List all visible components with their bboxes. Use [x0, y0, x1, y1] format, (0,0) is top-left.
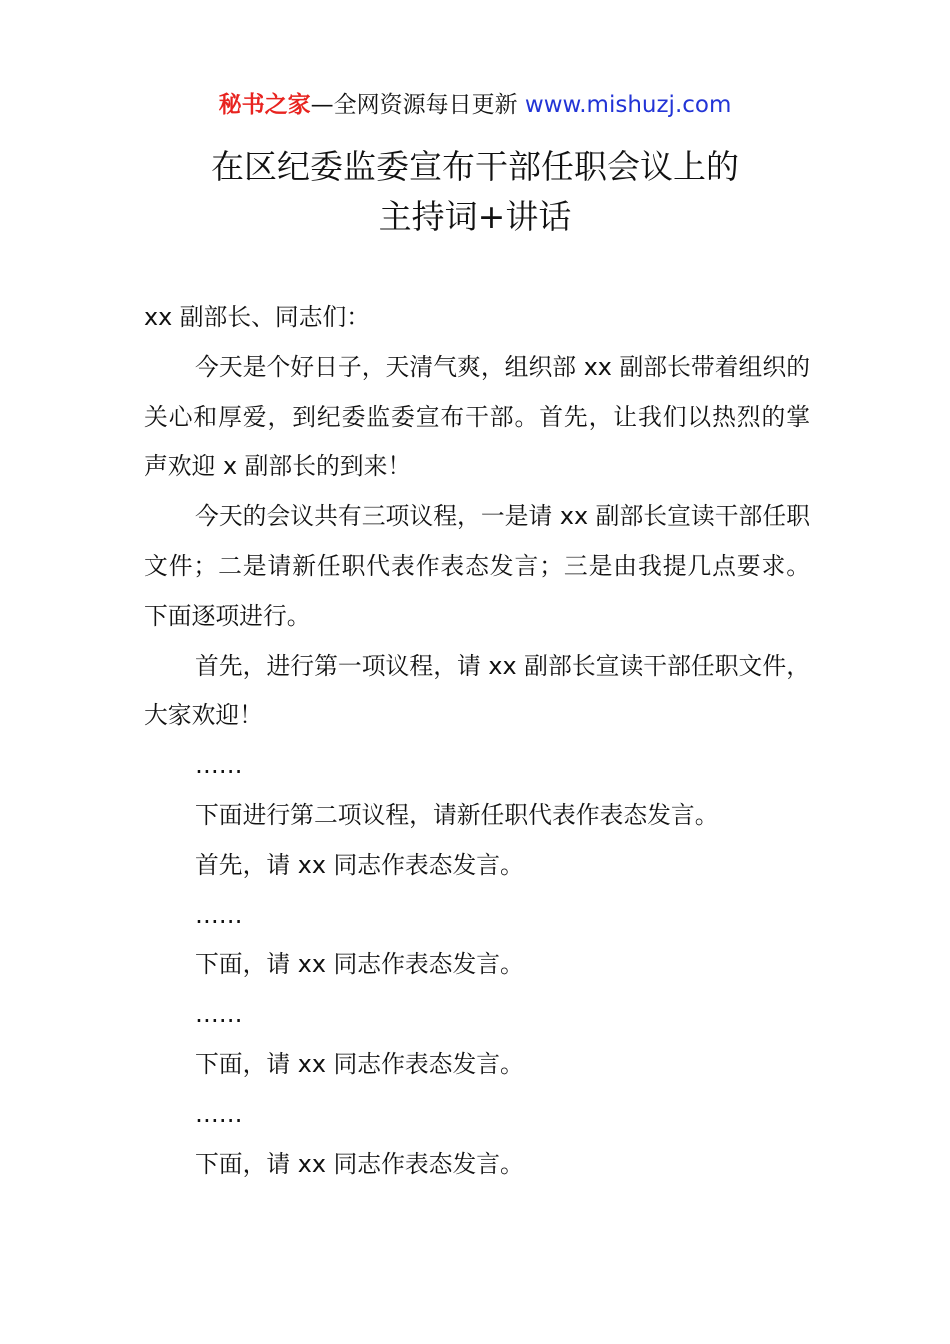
document-body: [144, 293, 810, 1189]
paragraph: 下面进行第二项议程，请新任职代表作表态发言。: [195, 800, 719, 829]
salutation: xx 副部长、同志们：: [144, 303, 371, 331]
ellipsis-line: ……: [195, 751, 243, 780]
paragraph: 首先，请 xx 同志作表态发言。: [195, 850, 524, 879]
paragraph: 下面，请 xx 同志作表态发言。: [195, 1049, 524, 1078]
ellipsis-line: ……: [195, 1000, 243, 1029]
paragraph: 下面，请 xx 同志作表态发言。: [195, 1149, 524, 1178]
document-title: [0, 142, 950, 242]
paragraph: 今天的会议共有三项议程，一是请 xx 副部长宣读干部任职文件；二是请新任职代表作表态发言；三是由我提几点要求。下面逐项进行。: [144, 502, 810, 630]
site-brand: 秘书之家: [218, 92, 311, 118]
title-line-2: 主持词+讲话: [378, 197, 572, 236]
ellipsis-line: ……: [195, 900, 243, 929]
paragraph: 今天是个好日子，天清气爽，组织部 xx 副部长带着组织的关心和厚爱，到纪委监委宣布干部。首先，让我们以热烈的掌声欢迎 x 副部长的到来！: [144, 352, 810, 481]
page-header: [0, 88, 950, 122]
site-url-link[interactable]: www.mishuzj.com: [524, 92, 732, 118]
site-slogan: —全网资源每日更新: [310, 92, 525, 118]
paragraph: 首先，进行第一项议程，请 xx 副部长宣读干部任职文件，大家欢迎！: [144, 651, 810, 730]
paragraph: 下面，请 xx 同志作表态发言。: [195, 950, 524, 979]
ellipsis-line: ……: [195, 1099, 243, 1128]
title-line-1: 在区纪委监委宣布干部任职会议上的: [211, 147, 739, 186]
